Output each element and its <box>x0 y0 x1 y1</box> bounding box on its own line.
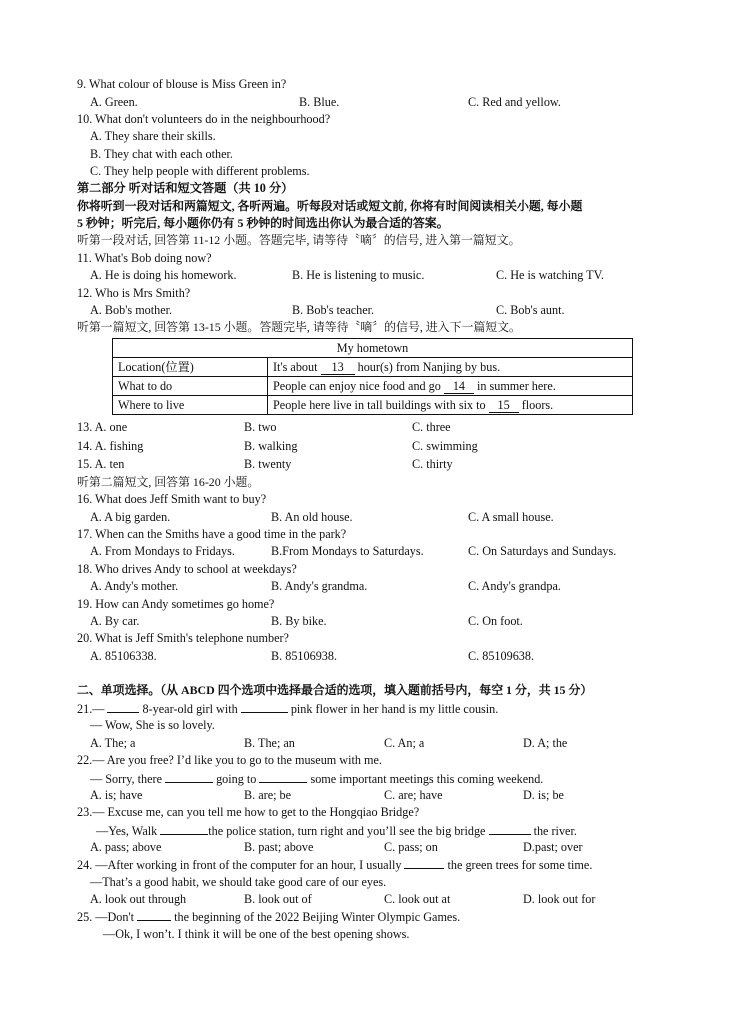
question-14-option-b: B. walking <box>244 439 298 453</box>
question-22-option-c: C. are; have <box>384 788 443 802</box>
blank <box>241 701 288 713</box>
blank-14: 14 <box>444 380 474 394</box>
question-18-stem: 18. Who drives Andy to school at weekdays? <box>77 562 297 576</box>
question-24-option-c: C. look out at <box>384 892 451 906</box>
question-23-option-d: D.past; over <box>523 840 583 854</box>
question-20-option-a: A. 85106338. <box>90 649 157 663</box>
question-24-option-a: A. look out through <box>90 892 187 906</box>
question-17-option-b: B.From Mondays to Saturdays. <box>271 544 424 558</box>
question-15-option-a: 15. A. ten <box>77 457 125 471</box>
blank <box>165 771 213 783</box>
question-16-stem: 16. What does Jeff Smith want to buy? <box>77 492 267 506</box>
question-21-option-b: B. The; an <box>244 736 295 750</box>
question-23-option-c: C. pass; on <box>384 840 438 854</box>
blank <box>404 857 444 869</box>
question-24-line1: 24. —After working in front of the computer for an hour, I usually the green trees for some time. <box>77 858 593 872</box>
question-22-option-b: B. are; be <box>244 788 292 802</box>
table-value-what-to-do: People can enjoy nice food and go 14 in summer here. <box>268 377 633 396</box>
question-13-option-c: C. three <box>412 420 451 434</box>
question-22-line1: 22.— Are you free? I’d like you to go to the museum with me. <box>77 753 382 767</box>
dialog-instruction: 听第一段对话, 回答第 11-12 小题。答题完毕, 请等待〝嘀〞的信号, 进入第一篇短文。 <box>77 233 521 247</box>
blank <box>259 771 307 783</box>
question-13-option-b: B. two <box>244 420 277 434</box>
question-16-option-a: A. A big garden. <box>90 510 171 524</box>
table-label-where-to-live: Where to live <box>113 396 268 415</box>
question-20-option-b: B. 85106938. <box>271 649 338 663</box>
blank <box>160 823 208 835</box>
question-24-option-b: B. look out of <box>244 892 312 906</box>
question-15-option-b: B. twenty <box>244 457 292 471</box>
question-21-line2: — Wow, She is so lovely. <box>90 718 215 732</box>
question-22-line2: — Sorry, there going to some important meetings this coming weekend. <box>90 772 544 786</box>
question-21-option-c: C. An; a <box>384 736 425 750</box>
question-9-option-a: A. Green. <box>90 95 138 109</box>
question-19-option-a: A. By car. <box>90 614 140 628</box>
part2-instruction-line2: 5 秒钟；听完后, 每小题你仍有 5 秒钟的时间选出你认为最合适的答案。 <box>77 216 449 230</box>
table-title: My hometown <box>113 339 633 358</box>
table-row <box>113 358 633 377</box>
question-19-option-b: B. By bike. <box>271 614 327 628</box>
blank <box>137 909 171 921</box>
question-19-option-c: C. On foot. <box>468 614 523 628</box>
question-23-option-b: B. past; above <box>244 840 314 854</box>
question-22-option-a: A. is; have <box>90 788 143 802</box>
table-row <box>113 377 633 396</box>
question-22-option-d: D. is; be <box>523 788 564 802</box>
question-16-option-c: C. A small house. <box>468 510 554 524</box>
section-title-single-choice: 二、单项选择。（从 ABCD 四个选项中选择最合适的选项，填入题前括号内，每空 1 分，共 15 分） <box>77 683 593 697</box>
question-9-option-b: B. Blue. <box>299 95 340 109</box>
question-17-stem: 17. When can the Smiths have a good time in the park? <box>77 527 347 541</box>
question-20-stem: 20. What is Jeff Smith's telephone number? <box>77 631 289 645</box>
text1-instruction: 听第一篇短文, 回答第 13-15 小题。答题完毕, 请等待〝嘀〞的信号, 进入下一篇短文。 <box>77 320 521 334</box>
question-20-option-c: C. 85109638. <box>468 649 535 663</box>
question-13-option-a: 13. A. one <box>77 420 128 434</box>
question-24-option-d: D. look out for <box>523 892 596 906</box>
question-15-option-c: C. thirty <box>412 457 453 471</box>
question-12-stem: 12. Who is Mrs Smith? <box>77 286 191 300</box>
blank-13: 13 <box>321 361 355 375</box>
question-25-line1: 25. —Don't the beginning of the 2022 Beijing Winter Olympic Games. <box>77 910 461 924</box>
question-12-option-a: A. Bob's mother. <box>90 303 173 317</box>
question-10-stem: 10. What don't volunteers do in the neighbourhood? <box>77 112 331 126</box>
question-10-option-b: B. They chat with each other. <box>90 147 233 161</box>
hometown-table <box>112 338 633 415</box>
question-18-option-a: A. Andy's mother. <box>90 579 179 593</box>
part2-instruction-line1: 你将听到一段对话和两篇短文, 各听两遍。听每段对话或短文前, 你将有时间阅读相关小题, 每小题 <box>77 199 583 213</box>
table-value-where-to-live: People here live in tall buildings with six to 15 floors. <box>268 396 633 415</box>
table-label-what-to-do: What to do <box>113 377 268 396</box>
question-23-option-a: A. pass; above <box>90 840 162 854</box>
question-23-line1: 23.— Excuse me, can you tell me how to get to the Hongqiao Bridge? <box>77 805 420 819</box>
question-25-line2: —Ok, I won’t. I think it will be one of the best opening shows. <box>103 927 410 941</box>
section-title-part2: 第二部分 听对话和短文答题（共 10 分） <box>77 181 294 195</box>
question-11-option-a: A. He is doing his homework. <box>90 268 237 282</box>
blank-15: 15 <box>489 399 519 413</box>
text2-instruction: 听第二篇短文, 回答第 16-20 小题。 <box>77 475 260 489</box>
question-11-option-c: C. He is watching TV. <box>496 268 604 282</box>
question-14-option-a: 14. A. fishing <box>77 439 144 453</box>
question-14-option-c: C. swimming <box>412 439 478 453</box>
question-18-option-c: C. Andy's grandpa. <box>468 579 561 593</box>
question-11-option-b: B. He is listening to music. <box>292 268 425 282</box>
question-17-option-c: C. On Saturdays and Sundays. <box>468 544 617 558</box>
question-12-option-c: C. Bob's aunt. <box>496 303 565 317</box>
question-19-stem: 19. How can Andy sometimes go home? <box>77 597 275 611</box>
question-10-option-c: C. They help people with different problems. <box>90 164 310 178</box>
question-21-option-a: A. The; a <box>90 736 136 750</box>
question-21-line1: 21.— 8-year-old girl with pink flower in her hand is my little cousin. <box>77 702 499 716</box>
question-9-option-c: C. Red and yellow. <box>468 95 561 109</box>
question-9-stem: 9. What colour of blouse is Miss Green in? <box>77 77 287 91</box>
question-18-option-b: B. Andy's grandma. <box>271 579 368 593</box>
question-10-option-a: A. They share their skills. <box>90 129 216 143</box>
table-label-location: Location(位置) <box>113 358 268 377</box>
question-23-line2: —Yes, Walk the police station, turn right and you’ll see the big bridge the river. <box>96 824 577 838</box>
question-11-stem: 11. What's Bob doing now? <box>77 251 212 265</box>
table-value-location: It's about 13 hour(s) from Nanjing by bus. <box>268 358 633 377</box>
question-12-option-b: B. Bob's teacher. <box>292 303 375 317</box>
question-24-line2: —That’s a good habit, we should take good care of our eyes. <box>90 875 387 889</box>
question-21-option-d: D. A; the <box>523 736 568 750</box>
blank <box>107 701 139 713</box>
question-16-option-b: B. An old house. <box>271 510 353 524</box>
blank <box>489 823 531 835</box>
table-row <box>113 396 633 415</box>
question-17-option-a: A. From Mondays to Fridays. <box>90 544 235 558</box>
